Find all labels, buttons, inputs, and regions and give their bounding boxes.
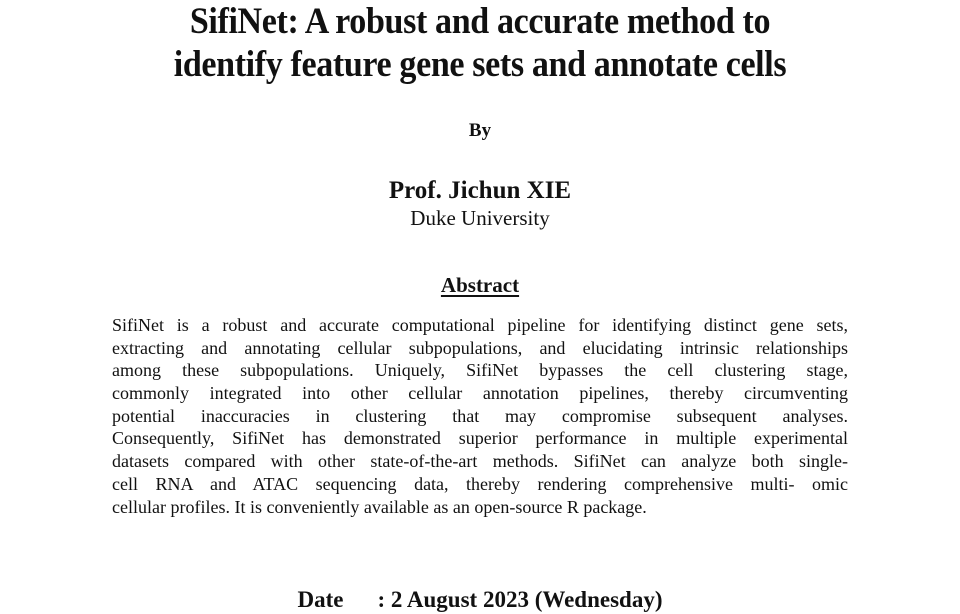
date-separator: : [377, 587, 386, 612]
abstract-line: Consequently, SifiNet has demonstrated superior performance in multiple experimental [112, 428, 848, 449]
abstract-body [112, 314, 848, 518]
abstract-line: cell RNA and ATAC sequencing data, thereby rendering comprehensive multi- omic [112, 473, 848, 494]
abstract-line: among these subpopulations. Uniquely, SifiNet bypasses the cell clustering stage, [112, 360, 848, 381]
abstract-heading [0, 272, 960, 298]
abstract-line: potential inaccuracies in clustering that may compromise subsequent analyses. [112, 405, 848, 426]
event-date [0, 586, 960, 614]
abstract-line: SifiNet is a robust and accurate computational pipeline for identifying distinct gene sets, [112, 315, 848, 335]
by-label: By [468, 120, 492, 141]
title-line-2: identify feature gene sets and annotate cells [173, 44, 787, 85]
abstract-line: extracting and annotating cellular subpopulations, and elucidating intrinsic relationships [112, 337, 848, 358]
speaker-name: Prof. Jichun XIE [388, 177, 572, 204]
speaker-affiliation: Duke University [410, 206, 550, 230]
title-line-1: SifiNet: A robust and accurate method to [189, 1, 771, 42]
abstract-line: datasets compared with other state-of-the-art methods. SifiNet can analyze both single- [112, 451, 848, 472]
date-label: Date [297, 587, 344, 612]
abstract-heading-text: Abstract [440, 273, 520, 297]
abstract-line: cellular profiles. It is conveniently available as an open-source R package. [112, 496, 647, 517]
date-value: 2 August 2023 (Wednesday) [390, 587, 663, 612]
abstract-line: commonly integrated into other cellular annotation pipelines, thereby circumventing [112, 383, 848, 404]
